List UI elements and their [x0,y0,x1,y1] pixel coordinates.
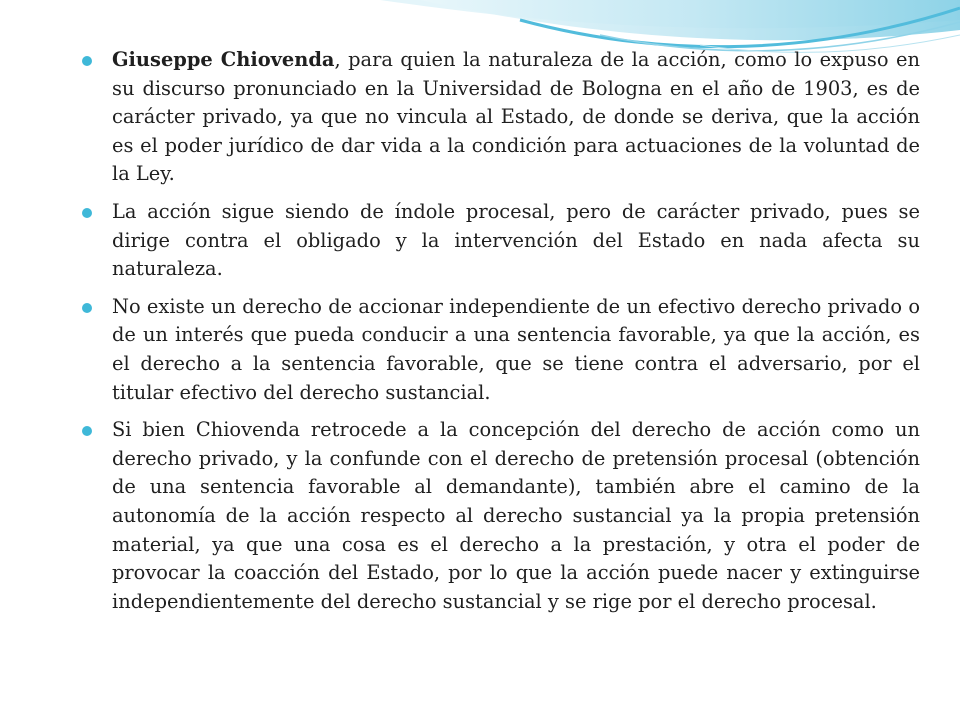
bullet-dot-icon [82,56,92,66]
bullet-list [80,46,920,625]
bullet-item-2 [80,198,920,284]
bullet-text: La acción sigue siendo de índole procesal, pero de carácter privado, pues se dirige contra el obligado y la intervención del Estado en nada afecta su naturaleza. [112,199,920,281]
bullet-dot-icon [82,208,92,218]
bullet-dot-icon [82,303,92,313]
wave-mid-band [420,0,960,40]
bullet-dot-icon [82,426,92,436]
bullet-item-4 [80,416,920,616]
bullet-bold-lead: Giuseppe Chiovenda [112,48,335,71]
bullet-text: No existe un derecho de accionar independiente de un efectivo derecho privado o de un interés que pueda conducir a una sentencia favorable, ya que la acción, es el derecho a la sentencia favorable, que se tiene contra el adversario, por el titular efectivo del derecho sustancial. [112,294,920,404]
bullet-item-1 [80,46,920,189]
bullet-text: Si bien Chiovenda retrocede a la concepción del derecho de acción como un derecho privado, y la confunde con el derecho de pretensión procesal (obtención de una sentencia favorable al demandante), también abre el camino de la autonomía de la acción respecto al derecho sustancial ya la propia pretensión material, ya que una cosa es el derecho a la prestación, y otra el poder de provocar la coacción del Estado, por lo que la acción puede nacer y extinguirse independientemente del derecho sustancial y se rige por el derecho procesal. [112,418,920,613]
bullet-item-3 [80,293,920,407]
bullet-text: , para quien la naturaleza de la acción, como lo expuso en su discurso pronunciado en la Universidad de Bologna en el año de 1903, es de carácter privado, ya que no vincula al Estado, de donde se deriva, que la acción es el poder jurídico de dar vida a la condición para actuaciones de la voluntad de la Ley. [112,48,921,186]
